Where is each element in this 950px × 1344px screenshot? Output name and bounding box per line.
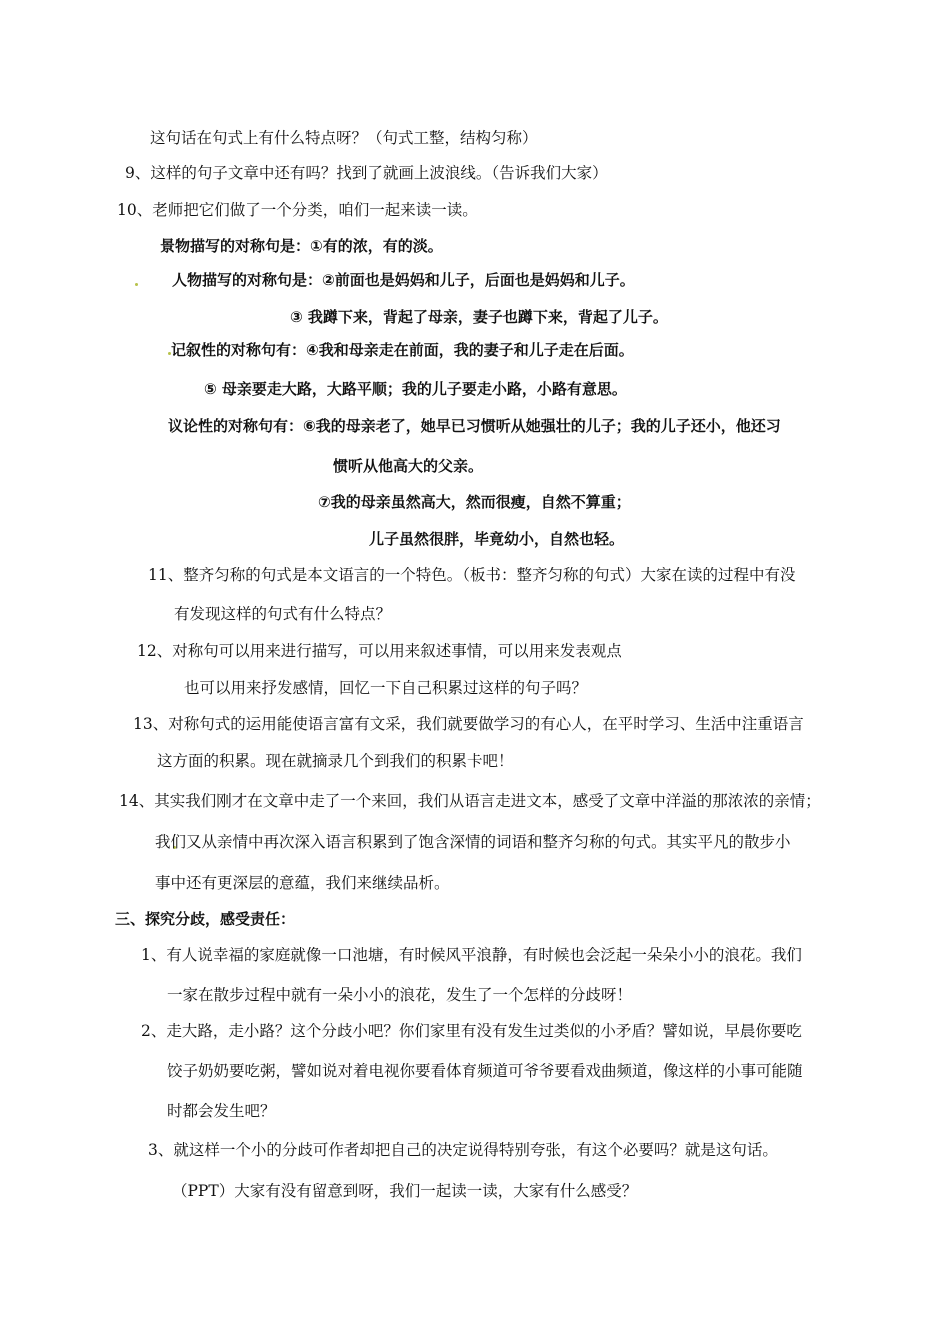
text-line: 14、其实我们刚才在文章中走了一个来回，我们从语言走进文本，感受了文章中洋溢的那浓浓的亲情；: [119, 792, 821, 810]
text-line: 3、就这样一个小的分歧可作者却把自己的决定说得特别夸张，有这个必要吗？就是这句话。: [148, 1141, 778, 1159]
text-line: 有发现这样的句式有什么特点？: [174, 605, 392, 623]
text-line: 这句话在句式上有什么特点呀？（句式工整，结构匀称）: [150, 129, 538, 147]
text-line: 事中还有更深层的意蕴，我们来继续品析。: [155, 874, 450, 892]
section-heading: 三、探究分歧，感受责任：: [115, 910, 296, 928]
text-line: 2、走大路，走小路？这个分歧小吧？你们家里有没有发生过类似的小矛盾？譬如说，早晨你要吃: [141, 1022, 802, 1040]
bold-line: 人物描写的对称句是：②前面也是妈妈和儿子，后面也是妈妈和儿子。: [172, 271, 635, 289]
bold-line: 惯听从他高大的父亲。: [333, 457, 484, 475]
bold-line: 儿子虽然很胖，毕竟幼小，自然也轻。: [369, 530, 625, 548]
speck-mark: [135, 283, 138, 286]
text-line: 一家在散步过程中就有一朵小小的浪花，发生了一个怎样的分歧呀！: [167, 986, 633, 1004]
bold-line: 景物描写的对称句是：①有的浓，有的淡。: [160, 237, 443, 255]
text-line: 也可以用来抒发感情，回忆一下自己积累过这样的句子吗？: [184, 679, 588, 697]
text-line: 饺子奶奶要吃粥，譬如说对着电视你要看体育频道可爷爷要看戏曲频道，像这样的小事可能随: [167, 1062, 803, 1080]
bold-line: 议论性的对称句有：⑥我的母亲老了，她早已习惯听从她强壮的儿子；我的儿子还小，他还习: [168, 417, 781, 435]
text-line: 12、对称句可以用来进行描写，可以用来叙述事情，可以用来发表观点: [137, 642, 622, 660]
bold-line: ⑦我的母亲虽然高大，然而很瘦，自然不算重；: [318, 493, 631, 511]
text-line: （PPT）大家有没有留意到呀，我们一起读一读，大家有什么感受？: [172, 1182, 638, 1200]
text-line: 10、老师把它们做了一个分类，咱们一起来读一读。: [117, 201, 478, 219]
bold-line: ③ 我蹲下来，背起了母亲，妻子也蹲下来，背起了儿子。: [290, 308, 668, 326]
text-line: 11、整齐匀称的句式是本文语言的一个特色。（板书：整齐匀称的句式）大家在读的过程中有没: [148, 566, 796, 584]
bold-line: 记叙性的对称句有：④我和母亲走在前面，我的妻子和儿子走在后面。: [171, 341, 634, 359]
text-line: 13、对称句式的运用能使语言富有文采，我们就要做学习的有心人，在平时学习、生活中注重语言: [133, 715, 804, 733]
bold-line: ⑤ 母亲要走大路，大路平顺；我的儿子要走小路，小路有意思。: [204, 380, 627, 398]
text-line: 这方面的积累。现在就摘录几个到我们的积累卡吧！: [157, 752, 514, 770]
text-line: 时都会发生吧？: [167, 1102, 276, 1120]
text-line: 9、这样的句子文章中还有吗？找到了就画上波浪线。（告诉我们大家）: [125, 164, 608, 182]
text-line: 1、有人说幸福的家庭就像一口池塘，有时候风平浪静，有时候也会泛起一朵朵小小的浪花。我们: [141, 946, 802, 964]
text-line: 我们又从亲情中再次深入语言积累到了饱含深情的词语和整齐匀称的句式。其实平凡的散步小: [155, 833, 791, 851]
